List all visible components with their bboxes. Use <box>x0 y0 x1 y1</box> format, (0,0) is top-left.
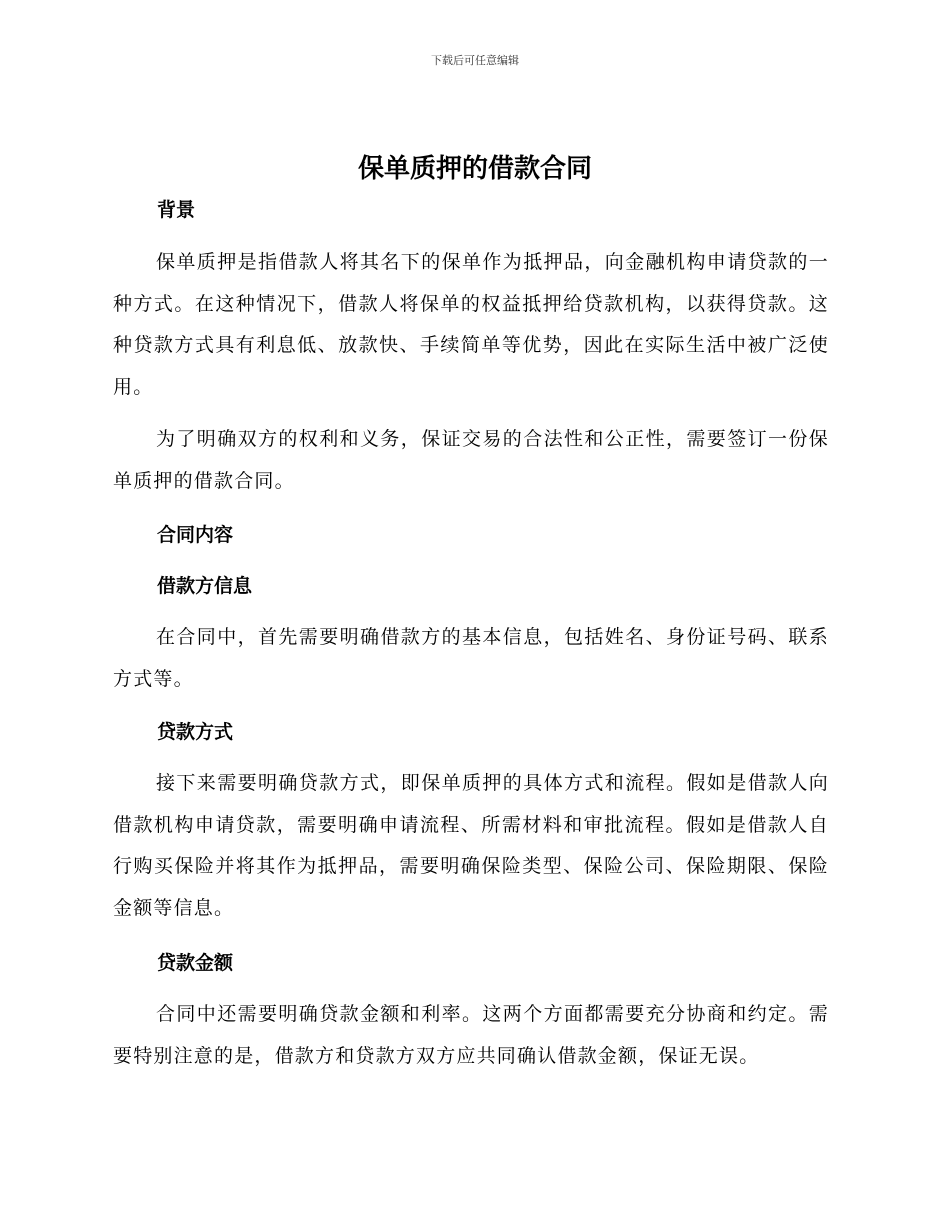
paragraph-background-purpose: 为了明确双方的权利和义务，保证交易的合法性和公正性，需要签订一份保单质押的借款合同。 <box>113 428 829 492</box>
section-heading-loan-method: 贷款方式 <box>157 721 234 743</box>
paragraph-borrower-info: 在合同中，首先需要明确借款方的基本信息，包括姓名、身份证号码、联系方式等。 <box>113 626 829 690</box>
section-heading-loan-amount: 贷款金额 <box>157 952 234 974</box>
section-heading-background: 背景 <box>157 199 196 221</box>
section-heading-borrower-info: 借款方信息 <box>157 575 253 597</box>
paragraph-loan-method: 接下来需要明确贷款方式，即保单质押的具体方式和流程。假如是借款人向借款机构申请贷款，需要明确申请流程、所需材料和审批流程。假如是借款人自行购买保险并将其作为抵押品，需要明确保险类型、保险公司、保险期限、保险金额等信息。 <box>113 772 829 919</box>
paragraph-loan-amount: 合同中还需要明确贷款金额和利率。这两个方面都需要充分协商和约定。需要特别注意的是，借款方和贷款方双方应共同确认借款金额，保证无误。 <box>113 1003 829 1067</box>
paragraph-background-definition: 保单质押是指借款人将其名下的保单作为抵押品，向金融机构申请贷款的一种方式。在这种情况下，借款人将保单的权益抵押给贷款机构，以获得贷款。这种贷款方式具有利息低、放款快、手续简单等优势，因此在实际生活中被广泛使用。 <box>113 251 829 398</box>
page-header-note: 下载后可任意编辑 <box>431 54 519 67</box>
document-title: 保单质押的借款合同 <box>357 154 592 184</box>
section-heading-contract-content: 合同内容 <box>157 524 234 546</box>
